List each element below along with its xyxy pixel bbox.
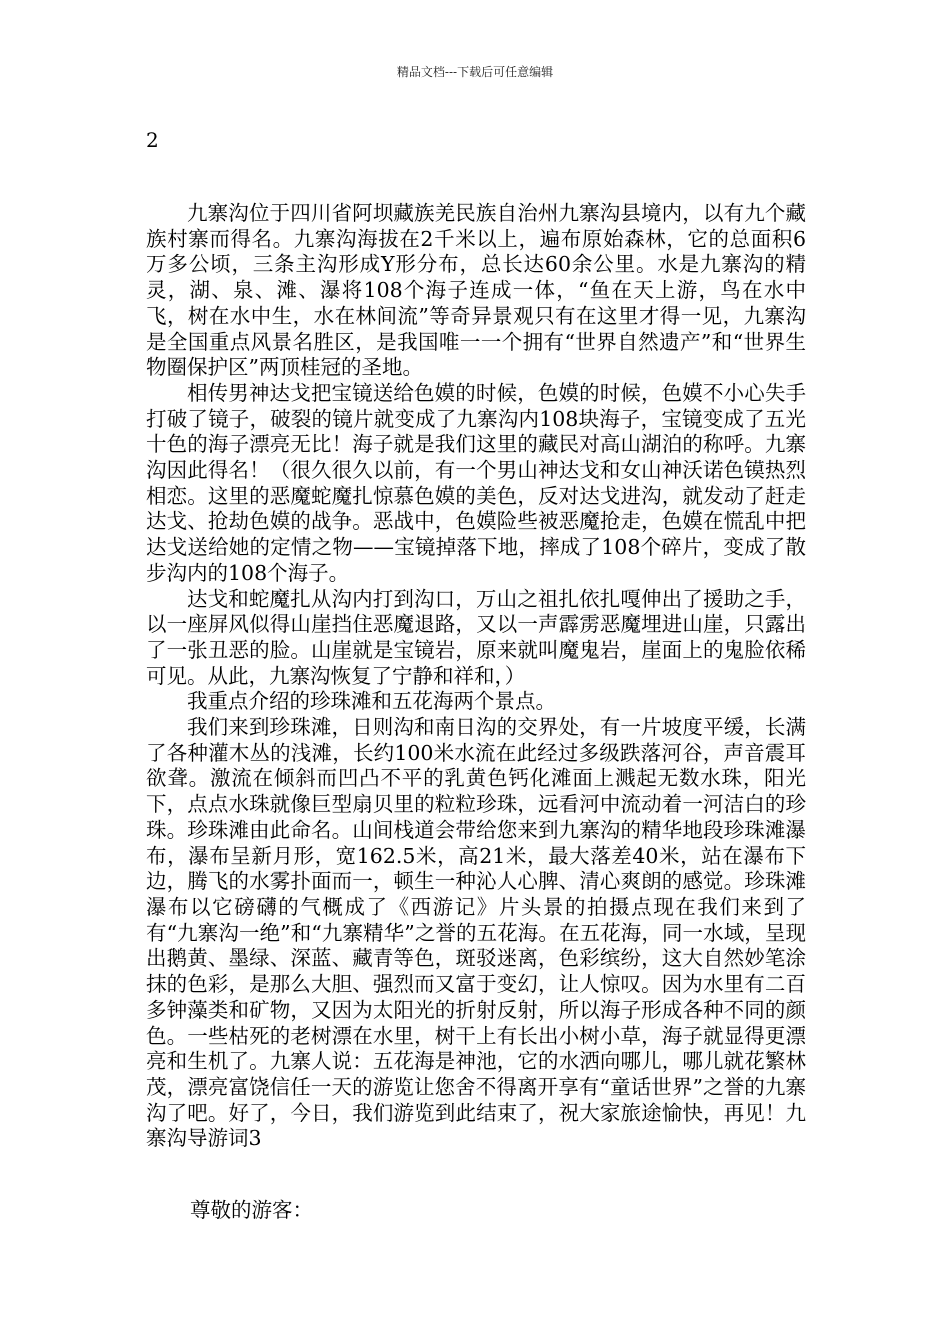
paragraph: 我们来到珍珠滩，日则沟和南日沟的交界处，有一片坡度平缓，长满了各种灌木丛的浅滩，长约100米水流在此经过多级跌落河谷，声音震耳欲聋。激流在倾斜而凹凸不平的乳黄色钙化滩面上溅起无数水珠，阳光下，点点水珠就像巨型扇贝里的粒粒珍珠，远看河中流动着一河洁白的珍珠。珍珠滩由此命名。山间栈道会带给您来到九寨沟的精华地段珍珠滩瀑布，瀑布呈新月形，宽162.5米，高21米，最大落差40米，站在瀑布下边，腾飞的水雾扑面而一，顿生一种沁人心脾、清心爽朗的感觉。珍珠滩瀑布以它磅礴的气概成了《西游记》片头景的拍摄点现在我们来到了有“九寨沟一绝”和“九寨精华”之誉的五花海。在五花海，同一水域，呈现出鹅黄、墨绿、深蓝、藏青等色，斑驳迷离，色彩缤纷，这大自然妙笔涂抹的色彩，是那么大胆、强烈而又富于变幻，让人惊叹。因为水里有二百多钟藻类和矿物，又因为太阳光的折射反射，所以海子形成各种不同的颜色。一些枯死的老树漂在水里，树干上有长出小树小草，海子就显得更漂亮和生机了。九寨人说：五花海是神池，它的水洒向哪儿，哪儿就花繁林茂，漂亮富饶信任一天的游览让您舍不得离开享有“童话世界”之誉的九寨沟了吧。好了，今日，我们游览到此结束了，祝大家旅途愉快，再见！九寨沟导游词3 bbox=[146, 715, 806, 1151]
section-number: 2 bbox=[146, 128, 159, 152]
paragraph: 九寨沟位于四川省阿坝藏族羌民族自治州九寨沟县境内，以有九个藏族村寨而得名。九寨沟海拔在2千米以上，遍布原始森林，它的总面积6万多公顷，三条主沟形成Y形分布，总长达60余公里。水是九寨沟的精灵，湖、泉、滩、瀑将108个海子连成一体，“鱼在天上游，鸟在水中飞，树在水中生，水在林间流”等奇异景观只有在这里才得一见，九寨沟是全国重点风景名胜区，是我国唯一一个拥有“世界自然遗产”和“世界生物圈保护区”两顶桂冠的圣地。 bbox=[146, 201, 806, 380]
page-header: 精品文档---下载后可任意编辑 bbox=[396, 65, 554, 79]
article-body bbox=[146, 201, 806, 1152]
paragraph: 达戈和蛇魔扎从沟内打到沟口，万山之祖扎依扎嘎伸出了援助之手，以一座屏风似得山崖挡住恶魔退路，又以一声霹雳恶魔埋进山崖，只露出了一张丑恶的脸。山崖就是宝镜岩，原来就叫魔鬼岩，崖面上的鬼脸依稀可见。从此，九寨沟恢复了宁静和祥和，） bbox=[146, 586, 806, 688]
paragraph: 相传男神达戈把宝镜送给色嫫的时候，色嫫的时候，色嫫不小心失手打破了镜子，破裂的镜片就变成了九寨沟内108块海子，宝镜变成了五光十色的海子漂亮无比！海子就是我们这里的藏民对高山湖泊的称呼。九寨沟因此得名！（很久很久以前，有一个男山神达戈和女山神沃诺色镆热烈相恋。这里的恶魔蛇魔扎惊慕色嫫的美色，反对达戈进沟，就发动了赶走达戈、抢劫色嫫的战争。恶战中，色嫫险些被恶魔抢走，色嫫在慌乱中把达戈送给她的定情之物——宝镜掉落下地，摔成了108个碎片，变成了散步沟内的108个海子。 bbox=[146, 380, 806, 585]
paragraph: 我重点介绍的珍珠滩和五花海两个景点。 bbox=[187, 689, 556, 714]
greeting-line: 尊敬的游客： bbox=[190, 1198, 313, 1222]
